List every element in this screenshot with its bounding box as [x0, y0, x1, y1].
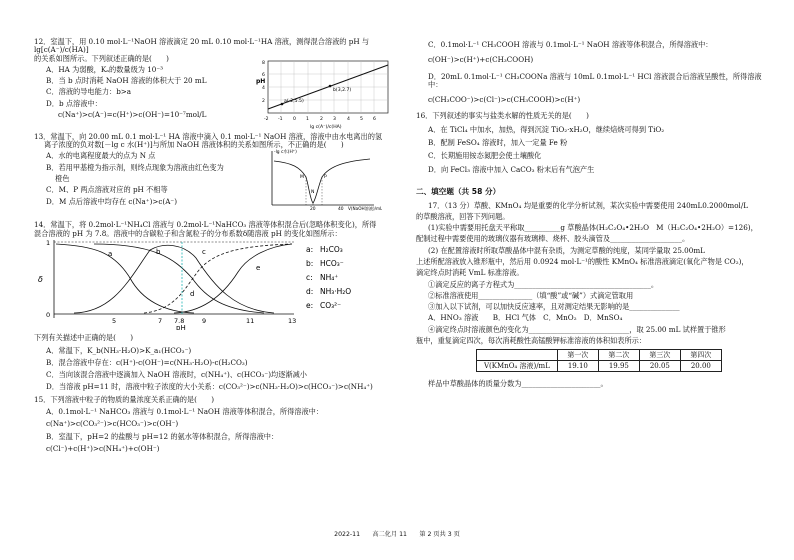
q12-x-tick: 6: [373, 116, 376, 122]
q17-line: A．HNO₃ 溶液 B．HCl 气体 C．MnO₂ D．MnSO₄: [428, 313, 623, 323]
q13-point-p: P: [324, 175, 327, 181]
q15-option-b-eq: c(Cl⁻)+c(H⁺)>c(NH₄⁺)+c(OH⁻): [46, 443, 160, 453]
table-cell: 19.10: [557, 361, 598, 372]
q13-option-b: B．若用甲基橙为指示剂，则终点现象为溶液由红色变为: [46, 162, 224, 172]
q14-graph: [34, 238, 396, 330]
q15-option-c: C．0.1mol·L⁻¹ CH₃COOH 溶液与 0.1mol·L⁻¹ NaOH 溶液等体积混合，所得溶液中：: [428, 40, 713, 49]
page-footer: 2022-11 高二化月 11 第 2 页共 3 页: [334, 531, 460, 538]
table-cell: 20.00: [680, 361, 721, 372]
q16-option-b: B．配制 FeSO₄ 溶液时，加入一定量 Fe 粉: [428, 137, 568, 147]
question-12: [34, 37, 396, 130]
q14-legend-label: CO₃²⁻: [320, 300, 342, 310]
q14-legend-label: HCO₃⁻: [320, 258, 344, 268]
q17-line: 上述所配溶液放入锥形瓶中，然后用 0.0924 mol·L⁻¹的酸性 KMnO₄ 标准溶液滴定(氧化产物是 CO₂)，: [416, 256, 749, 266]
q16-option-a: A．在 TiCl₄ 中加水，加热，得到沉淀 TiO₂·xH₂O，继续焙烧可得到 TiO₂: [428, 124, 665, 134]
table-cell: [477, 350, 558, 361]
q12-stem-2: 的关系如图所示。下列叙述正确的是( ): [34, 53, 169, 63]
q14-legend-key: a:: [306, 244, 314, 254]
q12-x-tick: -1: [278, 116, 283, 122]
q12-y-tick: 4: [262, 85, 265, 91]
q14-y-tick-1: 1: [46, 238, 51, 247]
q12-y-tick: 6: [262, 72, 265, 78]
q13-x-40: 40: [338, 207, 344, 213]
q14-curve-e: e: [256, 263, 261, 272]
question-15-cont: [416, 41, 766, 104]
q14-legend-key: c:: [306, 272, 313, 282]
right-column: [416, 38, 766, 391]
q15-option-a: A．0.1mol·L⁻¹ NaHCO₃ 溶液与 0.1mol·L⁻¹ NaOH 溶液等体积混合，所得溶液中：: [46, 406, 324, 416]
q14-legend-key: b:: [306, 258, 314, 268]
q16-option-c: C．长期施用铵态氮肥会使土壤酸化: [428, 151, 542, 161]
q12-option-d: D．b 点溶液中：: [46, 98, 102, 108]
q14-x-tick: 9: [202, 316, 207, 325]
q17-line: ②标准溶液使用_______________（填“酸”或“碱”）式滴定管取用: [428, 290, 634, 300]
q14-curve-b: b: [156, 247, 161, 256]
q14-curve-c: c: [202, 247, 206, 256]
q14-x-tick: 11: [246, 316, 255, 325]
question-14: [34, 221, 396, 391]
q14-x-tick: 13: [288, 316, 297, 325]
q13-stem-2: 离子浓度的负对数[－lg c 水(H⁺)]与所加 NaOH 溶液体积的关系如图所示，不正确的是( ): [44, 140, 344, 150]
table-row-label: V(KMnO₄ 溶液)/mL: [477, 361, 558, 372]
q14-legend-key: e:: [306, 300, 314, 310]
q17-line: (1)实验中需要用托盘天平称取__________g 草酸晶体(H₂C₂O₄•2H₂O M（H₂C₂O₄•2H₂O）=126)，: [428, 223, 758, 233]
q14-lead: 下列有关描述中正确的是( ): [34, 333, 134, 343]
q12-y-tick: 8: [262, 60, 265, 66]
q12-y-label: pH: [256, 77, 266, 85]
left-column: [34, 38, 396, 457]
q17-line: 瓶中，重复滴定四次，每次消耗酸性高锰酸钾标准溶液的体积如表所示：: [416, 335, 647, 345]
q13-y-label: -lg c水(H⁺): [274, 150, 297, 156]
table-cell: 20.05: [639, 361, 680, 372]
question-15: [34, 396, 396, 453]
q17-line: 配制过程中需要使用的玻璃仪器有玻璃棒、烧杯、胶头滴管及____________________。: [416, 234, 690, 244]
q13-option-d: D．M 点后溶液中均存在 c(Na⁺)>c(A⁻): [46, 196, 178, 206]
titration-table: [476, 349, 722, 372]
q12-point-a: a(-2,5.5): [284, 98, 304, 104]
q13-option-b-cont: 橙色: [46, 173, 70, 183]
q16-option-d: D．向 FeCl₃ 溶液中加入 CaCO₃ 粉末后有气泡产生: [428, 164, 595, 174]
q15-option-b: B．室温下，pH=2 的盐酸与 pH=12 的氨水等体积混合，所得溶液中：: [46, 431, 279, 441]
table-cell: 第二次: [598, 350, 639, 361]
table-cell: 第三次: [639, 350, 680, 361]
q14-x-axis: pH: [176, 323, 186, 330]
q17-line: (2) 在配置溶液时所取草酸晶体中混有杂质，为测定草酸的纯度，某同学量取 25.00mL: [428, 245, 705, 255]
q15-option-a-eq: c(Na⁺)>c(CO₃²⁻)>c(HCO₃⁻)>c(OH⁻): [46, 419, 179, 429]
q17-line: 17．（13 分）草酸、KMnO₄ 均是重要的化学分析试剂，某次实验中需要使用 240mL0.2000mol/L: [428, 200, 749, 210]
q14-x-tick: 7.8: [174, 316, 185, 325]
q17-line: 滴定终点时消耗 VmL 标准溶液。: [416, 268, 524, 278]
q12-x-tick: 1: [306, 116, 309, 122]
q15-stem: 15．下列溶液中粒子的物质的量浓度关系正确的是( ): [34, 394, 215, 404]
q12-y-tick: 2: [262, 98, 265, 104]
question-17: [416, 202, 766, 389]
q14-option-a: A．常温下，K_b(NH₃·H₂O)>K_a₁(HCO₃⁻): [46, 345, 192, 355]
table-row: [477, 361, 722, 372]
table-header-row: [477, 350, 722, 361]
q12-x-label: lg c(A⁻)/c(HA): [310, 124, 342, 130]
q17-tail: 样品中草酸晶体的质量分数为______________________。: [428, 379, 608, 389]
q12-point-b: b(3,2.7): [333, 87, 352, 93]
q17-line: ①滴定反应的离子方程式为______________________________________。: [428, 279, 659, 289]
q17-line: ③加入以下试剂，可以加快反应速率，且对测定结果无影响的是______________: [428, 302, 680, 312]
q13-stem: 13．常温下，向 20.00 mL 0.1 mol·L⁻¹ HA 溶液中滴入 0.1 mol·L⁻¹ NaOH 溶液，溶液中由水电离出的氢: [34, 131, 383, 141]
q15-option-c-eq: c(OH⁻)>c(H⁺)+c(CH₃COOH): [428, 55, 534, 65]
q14-legend-label: NH₃·H₂O: [320, 286, 352, 296]
q12-option-d-detail: c(Na⁺)>c(A⁻)=c(H⁺)>c(OH⁻)=10⁻⁷mol/L: [58, 109, 207, 119]
q14-y-tick-0: 0: [46, 310, 51, 319]
q13-x-label: V(NaOH溶液)/mL: [348, 206, 382, 212]
q14-legend-label: NH₄⁺: [320, 272, 339, 282]
q14-legend-key: d:: [306, 286, 314, 296]
q15-option-d-eq: c(CH₃COO⁻)>c(Cl⁻)>c(CH₃COOH)>c(H⁺): [428, 95, 581, 105]
table-cell: 第四次: [680, 350, 721, 361]
q14-stem-2: 混合溶液的 pH 为 7.8。溶液中的含碳粒子和含氮粒子的分布系数δ随溶液 pH 的变化如图所示：: [34, 228, 342, 238]
q14-curve-a: a: [108, 249, 113, 258]
q16-stem: 16．下列叙述的事实与盐类水解的性质无关的是( ): [416, 111, 589, 121]
q14-y-axis: δ: [38, 274, 43, 284]
question-13: [34, 133, 396, 220]
q12-x-tick: 3: [333, 116, 336, 122]
q14-legend-label: H₂CO₃: [320, 244, 343, 254]
q14-x-tick: 5: [112, 316, 117, 325]
q12-graph: [254, 59, 394, 131]
q13-option-c: C．M、P 两点溶液对应的 pH 不相等: [46, 185, 168, 195]
q12-x-tick: 5: [360, 116, 363, 122]
question-16: [416, 112, 766, 173]
q15-option-d: D．20mL 0.1mol·L⁻¹ CH₃COONa 溶液与 10mL 0.1mol·L⁻¹ HCl 溶液混合后溶液呈酸性，所得溶液中：: [428, 71, 762, 89]
q13-point-n: N: [311, 190, 315, 196]
q12-x-tick: -2: [264, 116, 269, 122]
q17-line: ④滴定终点时溶液颜色的变化为____________________________，取 25.00 mL 试样置于锥形: [428, 324, 726, 334]
q12-option-b: B．当 b 点时消耗 NaOH 溶液的体积大于 20 mL: [46, 76, 207, 86]
table-cell: 第一次: [557, 350, 598, 361]
q12-x-tick: 2: [320, 116, 323, 122]
q13-point-m: M: [300, 175, 304, 181]
q14-stem: 14．常温下，将 0.2mol·L⁻¹NH₄Cl 溶液与 0.2mol·L⁻¹NaHCO₃ 溶液等体积混合后(忽略体积变化)，所得: [34, 220, 377, 230]
q12-x-tick: 0: [293, 116, 296, 122]
q13-x-20: 20: [310, 207, 316, 213]
table-cell: 19.95: [598, 361, 639, 372]
q14-curve-d: d: [190, 289, 195, 298]
q14-option-b: B．混合溶液中存在：c(H⁺)-c(OH⁻)=c(NH₃·H₂O)-c(H₂CO₃): [46, 357, 248, 367]
section-title: 二、填空题（共 58 分）: [416, 186, 501, 196]
q13-option-a: A．水的电离程度最大的点为 N 点: [46, 151, 156, 161]
q12-option-a: A．HA 为弱酸，Kₐ的数量级为 10⁻³: [46, 64, 164, 74]
q13-graph: [262, 147, 382, 213]
q12-x-tick: 4: [347, 116, 350, 122]
q14-x-tick: 7: [158, 316, 163, 325]
q17-line: 的草酸溶液，回答下列问题。: [416, 211, 510, 221]
q12-option-c: C．溶液的导电能力：b>a: [46, 87, 132, 97]
q14-option-c: C．当向该混合溶液中逐滴加入 NaOH 溶液时，c(NH₄⁺)、c(HCO₃⁻)均逐渐减小: [46, 370, 307, 380]
q12-stem: 12．室温下，用 0.10 mol·L⁻¹NaOH 溶液滴定 20 mL 0.10 mol·L⁻¹HA 溶液，测得混合溶液的 pH 与 lg[c(A⁻)/c(HA)]: [34, 37, 372, 55]
q14-option-d: D．当溶液 pH=11 时，溶液中粒子浓度的大小关系：c(CO₃²⁻)>c(NH₃·H₂O)>c(HCO₃⁻)>c(NH₄⁺): [46, 382, 373, 392]
